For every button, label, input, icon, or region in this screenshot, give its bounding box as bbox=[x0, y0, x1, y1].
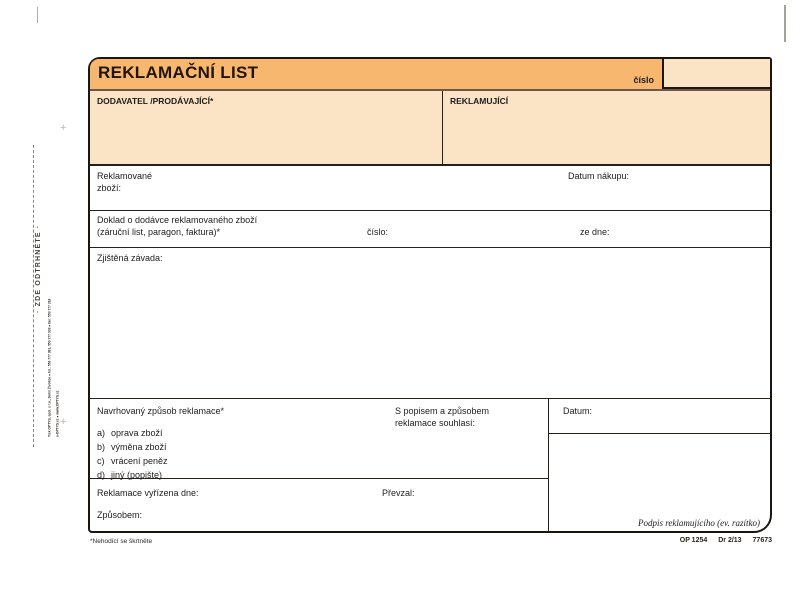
proposed-method-label: Navrhovaný způsob reklamace* bbox=[97, 406, 225, 416]
crop-mark-top-right bbox=[784, 5, 786, 42]
agreement-label-line1: S popisem a způsobem bbox=[395, 406, 490, 416]
delivery-document-row bbox=[90, 211, 770, 248]
method-options-list bbox=[97, 426, 168, 482]
method-option-a-text: oprava zboží bbox=[111, 428, 163, 438]
form-header-band bbox=[90, 59, 770, 91]
document-number-label: číslo: bbox=[367, 227, 389, 237]
claimed-goods-label-line1: Reklamované bbox=[97, 171, 153, 181]
method-option-a bbox=[97, 426, 168, 440]
proposed-method-field bbox=[90, 399, 548, 479]
parties-row bbox=[90, 91, 770, 166]
method-option-a-key: a) bbox=[97, 428, 106, 438]
defect-label: Zjištěná závada: bbox=[97, 253, 163, 263]
number-label: číslo bbox=[633, 75, 654, 85]
resolved-date-label: Reklamace vyřízena dne: bbox=[97, 488, 199, 498]
supplier-label: DODAVATEL /PRODÁVAJÍCÍ* bbox=[97, 96, 214, 106]
date-label: Datum: bbox=[563, 406, 593, 416]
supplier-field bbox=[90, 91, 443, 164]
form-code-number: OP 1254 bbox=[679, 537, 708, 544]
resolution-section bbox=[90, 399, 770, 531]
crop-mark-top-left bbox=[37, 7, 38, 23]
resolved-row bbox=[90, 479, 548, 531]
form-code-revision: Dr 2/13 bbox=[718, 537, 742, 544]
claimed-goods-row bbox=[90, 166, 770, 211]
method-option-d-key: d) bbox=[97, 470, 106, 480]
document-label-line2: (záruční list, paragon, faktura)* bbox=[97, 227, 221, 237]
agreement-label-line2: reklamace souhlasí: bbox=[395, 418, 476, 428]
number-field bbox=[662, 59, 770, 89]
complaint-form bbox=[88, 57, 772, 533]
resolution-left-column bbox=[90, 399, 549, 531]
resolution-right-column bbox=[549, 399, 770, 531]
received-by-label: Převzal: bbox=[382, 488, 415, 498]
resolution-method-label: Způsobem: bbox=[97, 510, 143, 520]
strike-out-note: *Nehodící se škrtněte bbox=[90, 538, 153, 545]
registration-plus-mark: + bbox=[60, 416, 67, 428]
date-field bbox=[549, 399, 770, 434]
method-option-b-key: b) bbox=[97, 442, 106, 452]
method-option-b-text: výměna zboží bbox=[111, 442, 167, 452]
method-option-c-text: vrácení peněz bbox=[111, 456, 168, 466]
document-label-line1: Doklad o dodávce reklamovaného zboží bbox=[97, 215, 258, 225]
signature-label: Podpis reklamujícího (ev. razítko) bbox=[638, 518, 760, 528]
perforation-dashed-line bbox=[33, 145, 34, 447]
method-option-b bbox=[97, 440, 168, 454]
claimed-goods-label-line2: zboží: bbox=[97, 183, 122, 193]
method-option-c-key: c) bbox=[97, 456, 105, 466]
printer-imprint-line1: Tisk OPTYS, spol. s r.o., Dolní Životice ● tel.: 553 777 381, 553 777 333 ● fax: 553 777 318 bbox=[48, 298, 52, 437]
registration-plus-mark: + bbox=[60, 122, 67, 134]
method-option-d-text: jiný (popište) bbox=[111, 470, 163, 480]
claimant-label: REKLAMUJÍCÍ bbox=[450, 96, 509, 106]
printer-imprint-vertical bbox=[46, 299, 63, 437]
tear-here-vertical-label: · ZDE ODTRHNĚTE · bbox=[35, 224, 42, 313]
document-date-label: ze dne: bbox=[580, 227, 610, 237]
claimant-field bbox=[443, 91, 770, 164]
defect-field bbox=[90, 248, 770, 399]
method-option-c bbox=[97, 454, 168, 468]
form-code bbox=[680, 537, 772, 544]
signature-field bbox=[549, 434, 770, 531]
form-title: REKLAMAČNÍ LIST bbox=[98, 63, 259, 82]
purchase-date-label: Datum nákupu: bbox=[568, 171, 630, 181]
form-code-serial: 77673 bbox=[752, 537, 772, 544]
printer-imprint-line2: e-OPTYS.cz ● www.OPTYS.cz bbox=[56, 390, 60, 437]
